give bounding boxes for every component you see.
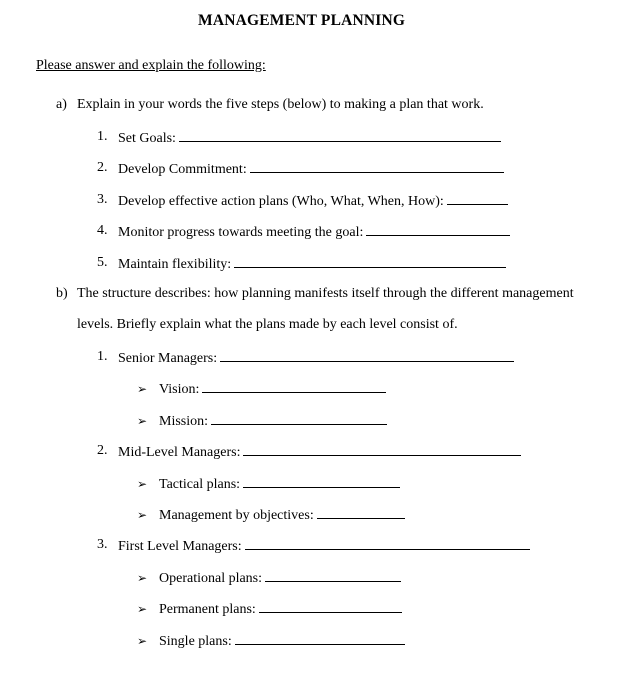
part-a-item-1: [118, 129, 501, 147]
item-label: Develop Commitment:: [118, 162, 247, 177]
arrow-bullet-icon: ➢: [137, 602, 148, 616]
answer-blank[interactable]: [234, 255, 506, 268]
part-a-item-2-num: 2.: [97, 160, 108, 175]
level-1: [118, 349, 514, 367]
sub-label: Operational plans:: [159, 571, 263, 586]
sub-label: Permanent plans:: [159, 602, 256, 617]
level-label: Senior Managers:: [118, 351, 218, 366]
level-3-sub-2: [137, 600, 402, 618]
arrow-bullet-icon: ➢: [137, 382, 148, 396]
page-title: MANAGEMENT PLANNING: [198, 12, 406, 29]
level-3-num: 3.: [97, 537, 108, 552]
answer-blank[interactable]: [202, 380, 386, 393]
part-a-item-2: [118, 160, 504, 178]
level-1-sub-2: [137, 412, 387, 430]
answer-blank[interactable]: [243, 443, 521, 456]
part-a-item-5: [118, 255, 506, 273]
arrow-bullet-icon: ➢: [137, 634, 148, 648]
arrow-bullet-icon: ➢: [137, 571, 148, 585]
answer-blank[interactable]: [235, 632, 405, 645]
answer-blank[interactable]: [447, 192, 508, 205]
sub-label: Management by objectives:: [159, 508, 314, 523]
answer-blank[interactable]: [265, 569, 401, 582]
level-2: [118, 443, 521, 461]
answer-blank[interactable]: [211, 412, 387, 425]
part-a-item-4-num: 4.: [97, 223, 108, 238]
level-1-num: 1.: [97, 349, 108, 364]
item-label: Monitor progress towards meeting the goal:: [118, 225, 364, 240]
level-label: First Level Managers:: [118, 539, 242, 554]
level-3-sub-1: [137, 569, 401, 587]
part-a-item-3: [118, 192, 508, 210]
sub-label: Single plans:: [159, 634, 232, 649]
answer-blank[interactable]: [259, 600, 402, 613]
part-b-prompt-line2: levels. Briefly explain what the plans made by each level consist of.: [77, 317, 458, 332]
level-1-sub-1: [137, 380, 386, 398]
item-label: Develop effective action plans (Who, What, When, How):: [118, 194, 444, 209]
sub-label: Vision:: [159, 382, 200, 397]
answer-blank[interactable]: [366, 223, 510, 236]
part-a-item-3-num: 3.: [97, 192, 108, 207]
item-label: Set Goals:: [118, 131, 176, 146]
arrow-bullet-icon: ➢: [137, 508, 148, 522]
item-label: Maintain flexibility:: [118, 257, 232, 272]
answer-blank[interactable]: [317, 506, 405, 519]
answer-blank[interactable]: [179, 129, 501, 142]
level-2-sub-1: [137, 475, 400, 493]
arrow-bullet-icon: ➢: [137, 477, 148, 491]
part-b-prompt-line1: The structure describes: how planning manifests itself through the different management: [77, 286, 574, 301]
part-a-prompt: Explain in your words the five steps (below) to making a plan that work.: [77, 97, 484, 112]
part-b-marker: b): [56, 286, 68, 301]
answer-blank[interactable]: [250, 160, 504, 173]
answer-blank[interactable]: [245, 537, 530, 550]
arrow-bullet-icon: ➢: [137, 414, 148, 428]
answer-blank[interactable]: [243, 475, 400, 488]
part-a-item-5-num: 5.: [97, 255, 108, 270]
part-a-item-4: [118, 223, 510, 241]
sub-label: Mission:: [159, 414, 209, 429]
sub-label: Tactical plans:: [159, 477, 241, 492]
instructions: Please answer and explain the following:: [36, 58, 266, 73]
part-a-marker: a): [56, 97, 67, 112]
level-label: Mid-Level Managers:: [118, 445, 241, 460]
level-2-num: 2.: [97, 443, 108, 458]
level-3: [118, 537, 530, 555]
level-2-sub-2: [137, 506, 405, 524]
answer-blank[interactable]: [220, 349, 514, 362]
level-3-sub-3: [137, 632, 405, 650]
part-a-item-1-num: 1.: [97, 129, 108, 144]
